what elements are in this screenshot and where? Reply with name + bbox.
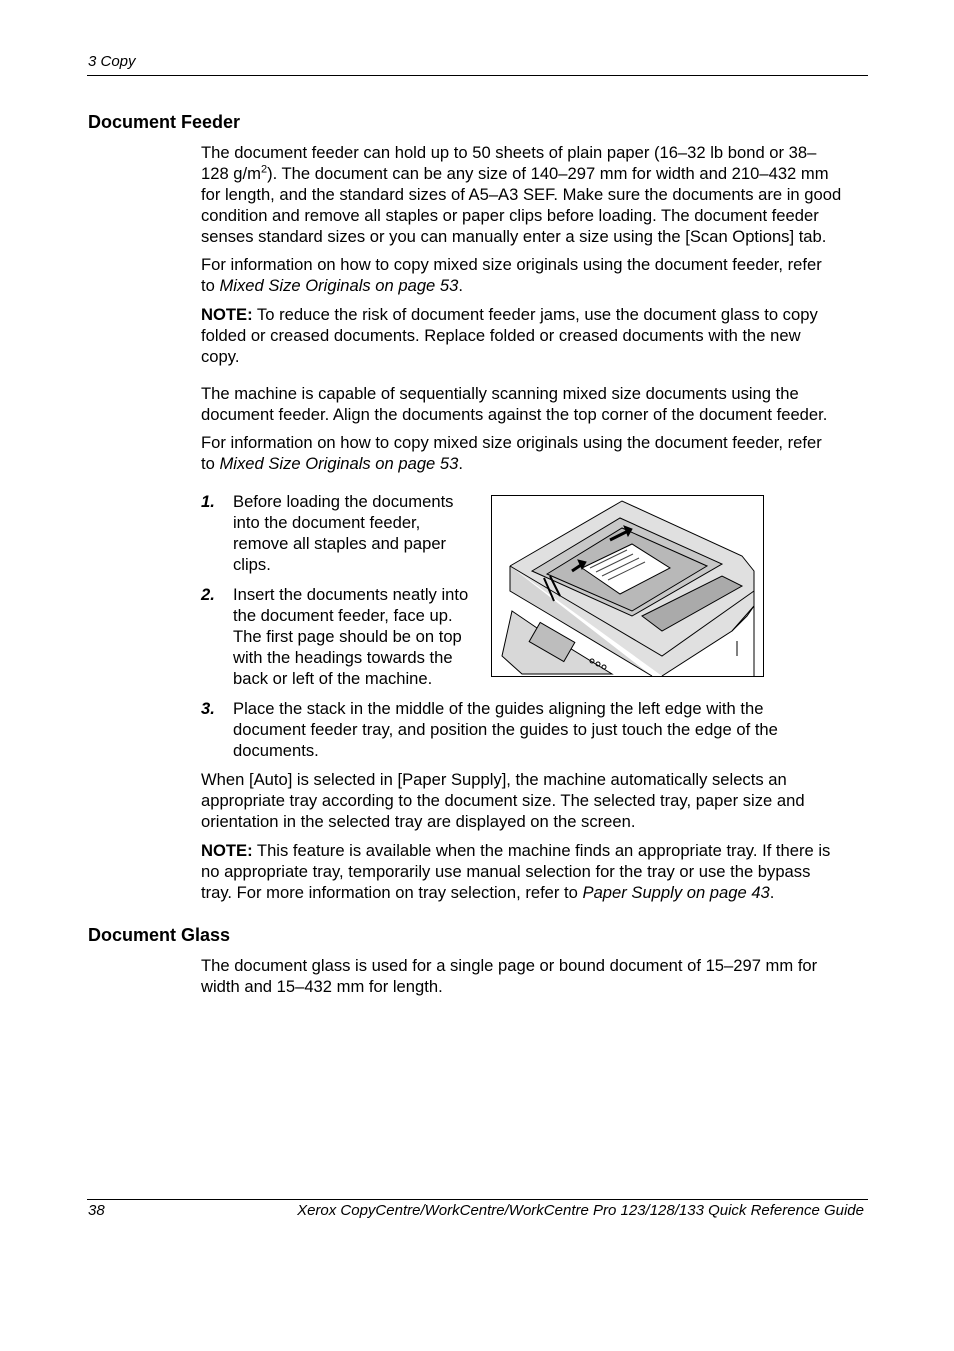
cross-reference-link[interactable]: Mixed Size Originals on page 53 [219, 454, 459, 473]
feeder-note-jams: NOTE: To reduce the risk of document feeder jams, use the document glass to copy folded or creased documents. Replace folded or creased documents with the new copy. [201, 305, 818, 366]
step-text: Before loading the documents into the document feeder, remove all staples and paper clips. [233, 492, 454, 574]
feeder-paragraph-capacity: The document feeder can hold up to 50 sheets of plain paper (16–32 lb bond or 38– 128 $g/m^2$). The document can be any size of 140–297 mm for width and 210–432 mm for length, and the standard sizes of A5–A3 SEF. Make sure the documents are in good condition and remove all staples or paper clips before loading. The document feeder senses standard sizes or you can manually enter a size using the [Scan Options] tab. [201, 143, 842, 246]
feeder-paragraph-mixed-ref: For information on how to copy mixed size originals using the document feeder, refer to Mixed Size Originals on page 53. [201, 255, 822, 295]
feeder-paragraph-auto-select: When [Auto] is selected in [Paper Supply], the machine automatically selects an appropriate tray according to the document size. The selected tray, paper size and orientation in the selected tray are displayed on the screen. [201, 770, 805, 831]
feeder-paragraph-mixed-ref-2: For information on how to copy mixed size originals using the document feeder, refer to Mixed Size Originals on page 53. [201, 433, 822, 473]
step-number: 1. [201, 492, 215, 511]
section-title-document-glass: Document Glass [88, 925, 231, 945]
feeder-paragraph-sequential: The machine is capable of sequentially scanning mixed size documents using the document feeder. Align the documents against the top corner of the document feeder. [201, 384, 828, 424]
cross-reference-link[interactable]: Paper Supply on page 43 [582, 883, 770, 902]
footer-rule [87, 1199, 868, 1200]
step-number: 3. [201, 699, 215, 718]
guide-title: Xerox CopyCentre/WorkCentre/WorkCentre Pro 123/128/133 Quick Reference Guide [297, 1202, 864, 1219]
step-text: Place the stack in the middle of the guides aligning the left edge with the document feeder tray, and position the guides to just touch the edge of the documents. [233, 699, 778, 760]
header-rule [87, 75, 868, 76]
step-number: 2. [201, 585, 215, 604]
document-feeder-illustration [491, 495, 764, 677]
glass-paragraph: The document glass is used for a single page or bound document of 15–297 mm for width and 15–432 mm for length. [201, 956, 818, 996]
step-text: Insert the documents neatly into the document feeder, face up. The first page should be on top with the headings towards the back or left of the machine. [233, 585, 469, 688]
page-number: 38 [88, 1202, 105, 1219]
feeder-note-tray: NOTE: This feature is available when the machine finds an appropriate tray. If there is no appropriate tray, temporarily use manual selection for the tray or use the bypass tray. For more information on tray selection, refer to Paper Supply on page 43. [201, 841, 831, 902]
running-header: 3 Copy [88, 53, 136, 70]
cross-reference-link[interactable]: Mixed Size Originals on page 53 [219, 276, 459, 295]
section-title-document-feeder: Document Feeder [88, 112, 241, 132]
